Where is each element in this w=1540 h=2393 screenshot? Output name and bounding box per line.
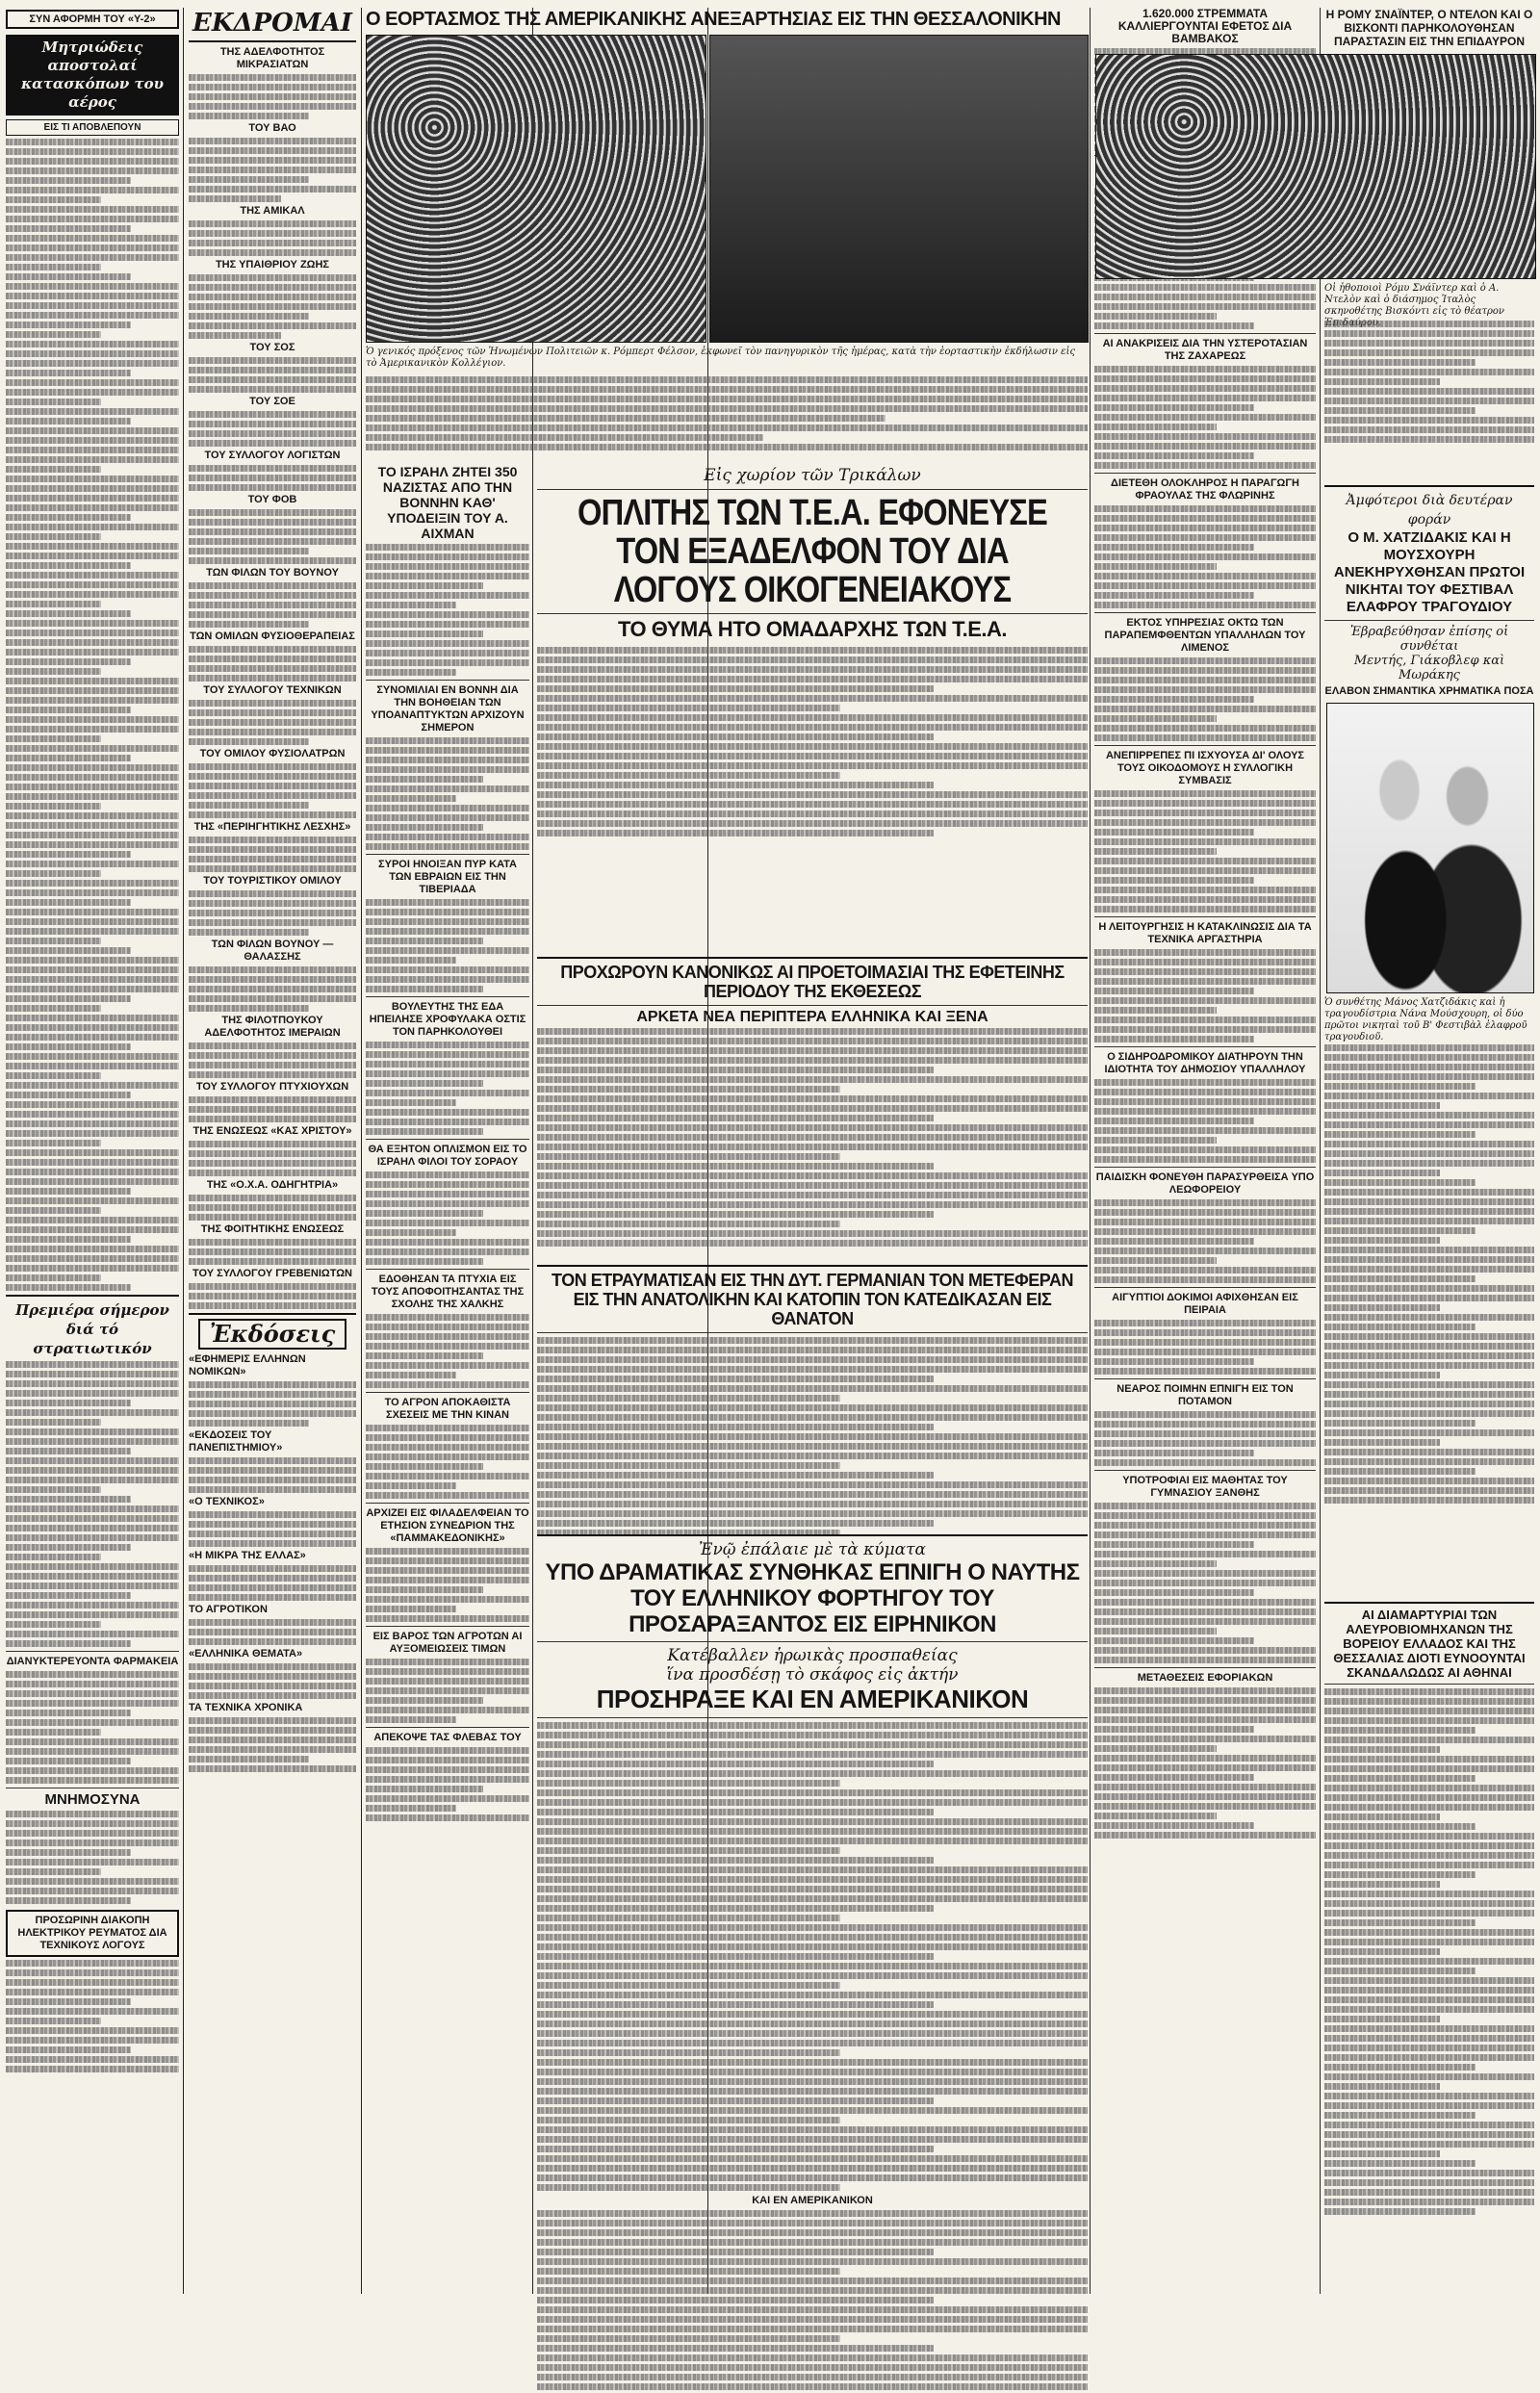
child-bus-headline: ΠΑΙΔΙΣΚΗ ΦΟΝΕΥΘΗ ΠΑΡΑΣΥΡΘΕΙΣΑ ΥΠΟ ΛΕΩΦΟΡΕΙΟΥ bbox=[1095, 1171, 1315, 1196]
festival-headline: Ο Μ. ΧΑΤΖΙΔΑΚΙΣ ΚΑΙ Η ΜΟΥΣΧΟΥΡΗ ΑΝΕΚΗΡΥΧΘΗΣΑΝ ΠΡΩΤΟΙ ΝΙΚΗΤΑΙ ΤΟΥ ΦΕΣΤΙΒΑΛ ΕΛΑΦΡΟΥ ΤΡΑΓΟΥΔΙΟΥ bbox=[1333, 529, 1526, 615]
shepherd-headline: ΝΕΑΡΟΣ ΠΟΙΜΗΝ ΕΠΝΙΓΗ ΕΙΣ ΤΟΝ ΠΟΤΑΜΟΝ bbox=[1116, 1383, 1294, 1407]
excursion-heading: ΤΗΣ ΥΠΑΙΘΡΙΟΥ ΖΩΗΣ bbox=[215, 259, 330, 270]
fair-headline: ΠΡΟΧΩΡΟΥΝ ΚΑΝΟΝΙΚΩΣ ΑΙ ΠΡΟΕΤΟΙΜΑΣΙΑΙ ΤΗΣ ΕΦΕΤΕΙΝΗΣ ΠΕΡΙΟΔΟΥ ΤΗΣ ΕΚΘΕΣΕΩΣ bbox=[560, 963, 1065, 1001]
article-body bbox=[6, 139, 179, 1291]
millers-story bbox=[1324, 1598, 1534, 2218]
excursion-heading: ΤΩΝ ΟΜΙΛΩΝ ΦΥΣΙΟΘΕΡΑΠΕΙΑΣ bbox=[190, 630, 355, 642]
eichmann-headline: ΤΟ ΙΣΡΑΗΛ ΖΗΤΕΙ 350 ΝΑΖΙΣΤΑΣ ΑΠΟ ΤΗΝ ΒΟΝΝΗΝ ΚΑΘ' ΥΠΟΔΕΙΞΙΝ ΤΟΥ Α. ΑΙΧΜΑΝ bbox=[377, 464, 518, 541]
builders-headline: ΑΝΕΠΙΡΡΕΠΕΣ ΠΙ ΙΣΧΥΟΥΣΑ ΔΙ' ΟΛΟΥΣ ΤΟΥΣ ΟΙΚΟΔΟΜΟΥΣ Η ΣΥΛΛΟΓΙΚΗ ΣΥΜΒΑΣΙΣ bbox=[1105, 750, 1305, 786]
workshops-headline: Η ΛΕΙΤΟΥΡΓΗΣΙΣ Η ΚΑΤΑΚΛΙΝΩΣΙΣ ΔΙΑ ΤΑ ΤΕΧΝΙΚΑ ΑΡΓΑΣΤΗΡΙΑ bbox=[1098, 921, 1312, 945]
publication-title: «ΕΛΛΗΝΙΚΑ ΘΕΜΑΤΑ» bbox=[189, 1648, 303, 1660]
publication-title: ΤΑ ΤΕΧΝΙΚΑ ΧΡΟΝΙΚΑ bbox=[189, 1702, 303, 1713]
egypt-cadets-headline: ΑΙΓΥΠΤΙΟΙ ΔΟΚΙΜΟΙ ΑΦΙΧΘΗΣΑΝ ΕΙΣ ΠΕΙΡΑΙΑ bbox=[1112, 1292, 1298, 1316]
publication-title: «Η ΜΙΚΡΑ ΤΗΣ ΕΛΛΑΣ» bbox=[189, 1550, 306, 1561]
trikala-headline: ΟΠΛΙΤΗΣ ΤΩΝ Τ.Ε.Α. ΕΦΟΝΕΥΣΕ ΤΟΝ ΕΞΑΔΕΛΦΟΝ ΤΟΥ ΔΙΑ ΛΟΓΟΥΣ ΟΙΚΟΓΕΝΕΙΑΚΟΥΣ bbox=[578, 493, 1047, 610]
thessaloniki-body bbox=[366, 373, 1088, 460]
israel-weapons-headline: ΘΑ ΕΞΗΤΟΝ ΟΠΛΙΣΜΟΝ ΕΙΣ ΤΟ ΙΣΡΑΗΛ ΦΙΛΟΙ ΤΟΥ ΣΟΡΑΟΥ bbox=[368, 1144, 527, 1168]
shipwreck-kicker-2: Κατέβαλλεν ἡρωικὰς προσπαθείας bbox=[667, 1646, 958, 1665]
port-staff-headline: ΕΚΤΟΣ ΥΠΗΡΕΣΙΑΣ ΟΚΤΩ ΤΩΝ ΠΑΡΑΠΕΜΦΘΕΝΤΩΝ ΥΠΑΛΛΗΛΩΝ ΤΟΥ ΛΙΜΕΝΟΣ bbox=[1104, 617, 1306, 654]
excursion-heading: ΤΟΥ ΣΥΛΛΟΓΟΥ ΠΤΥΧΙΟΥΧΩΝ bbox=[195, 1081, 349, 1093]
left-feature-subhead: ΕΙΣ ΤΙ ΑΠΟΒΛΕΠΟΥΝ bbox=[6, 119, 179, 136]
publications-list bbox=[189, 1353, 356, 1772]
germany-headline: ΤΟΝ ΕΤΡΑΥΜΑΤΙΣΑΝ ΕΙΣ ΤΗΝ ΔΥΤ. ΓΕΡΜΑΝΙΑΝ ΤΟΝ ΜΕΤΕΦΕΡΑΝ ΕΙΣ ΤΗΝ ΑΝΑΤΟΛΙΚΗΝ ΚΑΙ ΚΑΤΟΠΙΝ ΤΟΝ ΚΑΤΕΔΙΚΑΣΑΝ ΕΙΣ ΘΑΝΑΤΟΝ bbox=[552, 1271, 1073, 1328]
festival-body bbox=[1324, 1042, 1534, 1506]
trikala-subheadline: ΤΟ ΘΥΜΑ ΗΤΟ ΟΜΑΔΑΡΧΗΣ ΤΩΝ Τ.Ε.Α. bbox=[617, 617, 1008, 641]
pharmacies-heading: ΔΙΑΝΥΚΤΕΡΕΥΟΝΤΑ ΦΑΡΜΑΚΕΙΑ bbox=[6, 1656, 179, 1667]
excursion-heading: ΤΗΣ ΑΜΙΚΑΛ bbox=[240, 205, 305, 217]
news-column-3 bbox=[366, 464, 529, 2293]
festival-subheadline: ΕΛΑΒΟΝ ΣΗΜΑΝΤΙΚΑ ΧΡΗΜΑΤΙΚΑ ΠΟΣΑ bbox=[1324, 685, 1534, 697]
excursion-heading: ΤΟΥ ΤΟΥΡΙΣΤΙΚΟΥ ΟΜΙΛΟΥ bbox=[203, 875, 342, 887]
halki-school-headline: ΕΔΟΘΗΣΑΝ ΤΑ ΠΤΥΧΙΑ ΕΙΣ ΤΟΥΣ ΑΠΟΦΟΙΤΗΣΑΝΤΑΣ ΤΗΣ ΣΧΟΛΗΣ ΤΗΣ ΧΑΛΚΗΣ bbox=[371, 1274, 525, 1310]
excursion-heading: ΤΩΝ ΦΙΛΩΝ ΤΟΥ ΒΟΥΝΟΥ bbox=[206, 567, 339, 579]
article-body bbox=[6, 1361, 179, 1647]
tax-transfer-headline: ΜΕΤΑΘΕΣΕΙΣ ΕΦΟΡΙΑΚΩΝ bbox=[1137, 1672, 1273, 1684]
premiere-heading: Πρεμιέρα σήμερον διά τό στρατιωτικόν bbox=[15, 1301, 169, 1357]
festival-photo bbox=[1326, 703, 1534, 993]
excursion-heading: ΤΟΥ ΣΟΣ bbox=[249, 342, 295, 353]
fair-story bbox=[537, 953, 1088, 1249]
veins-headline: ΑΠΕΚΟΨΕ ΤΑΣ ΦΛΕΒΑΣ ΤΟΥ bbox=[373, 1732, 522, 1743]
thessaloniki-headline: Ο ΕΟΡΤΑΣΜΟΣ ΤΗΣ ΑΜΕΡΙΚΑΝΙΚΗΣ ΑΝΕΞΑΡΤΗΣΙΑΣ ΕΙΣ ΤΗΝ ΘΕΣΣΑΛΟΝΙΚΗΝ bbox=[366, 9, 1061, 30]
excursion-heading: ΤΗΣ «ΠΕΡΙΗΓΗΤΙΚΗΣ ΛΕΣΧΗΣ» bbox=[193, 821, 351, 833]
power-cut-notice: ΠΡΟΣΩΡΙΝΗ ΔΙΑΚΟΠΗ ΗΛΕΚΤΡΙΚΟΥ ΡΕΥΜΑΤΟΣ ΔΙΑ ΤΕΧΝΙΚΟΥΣ ΛΟΓΟΥΣ bbox=[6, 1910, 179, 1957]
festival-kicker-3: Μεντής, Γιάκοβλεφ καὶ Μωράκης bbox=[1353, 654, 1505, 682]
epidaurus-story bbox=[1324, 8, 1534, 48]
strawberry-headline: ΔΙΕΤΕΘΗ ΟΛΟΚΛΗΡΟΣ Η ΠΑΡΑΓΩΓΗ ΦΡΑΟΥΛΑΣ ΤΗΣ ΦΛΩΡΙΝΗΣ bbox=[1111, 477, 1299, 502]
memorials-heading: ΜΝΗΜΟΣΥΝΑ bbox=[44, 1791, 141, 1808]
thessaloniki-photo-2 bbox=[709, 35, 1089, 343]
cotton-headline: 1.620.000 ΣΤΡΕΜΜΑΤΑ ΚΑΛΛΙΕΡΓΟΥΝΤΑΙ ΕΦΕΤΟΣ ΔΙΑ ΒΑΜΒΑΚΟΣ bbox=[1117, 8, 1293, 45]
china-headline: ΤΟ ΑΓΡΟΝ ΑΠΟΚΑΘΙΣΤΑ ΣΧΕΣΕΙΣ ΜΕ ΤΗΝ ΚΙΝΑΝ bbox=[384, 1397, 511, 1421]
germany-story bbox=[537, 1261, 1088, 1539]
epidaurus-headline: Η ΡΟΜΥ ΣΝΑΪΝΤΕΡ, Ο ΝΤΕΛΟΝ ΚΑΙ Ο ΒΙΣΚΟΝΤΙ ΠΑΡΗΚΟΛΟΥΘΗΣΑΝ ΠΑΡΑΣΤΑΣΙΝ ΕΙΣ ΤΗΝ ΕΠΙΔΑΥΡΟΝ bbox=[1325, 8, 1533, 48]
excursion-heading: ΤΟΥ ΣΥΛΛΟΓΟΥ ΓΡΕΒΕΝΙΩΤΩΝ bbox=[192, 1268, 352, 1279]
excursion-heading: ΤΟΥ ΣΟΕ bbox=[249, 396, 295, 407]
trikala-kicker: Εἰς χωρίον τῶν Τρικάλων bbox=[704, 466, 921, 485]
shipwreck-kicker: Ἐνῷ ἐπάλαιε μὲ τὰ κύματα bbox=[698, 1540, 927, 1559]
article-body bbox=[6, 1811, 179, 1904]
epidaurus-body bbox=[1324, 318, 1534, 446]
left-column bbox=[6, 10, 179, 2293]
publication-title: «ΕΦΗΜΕΡΙΣ ΕΛΛΗΝΩΝ ΝΟΜΙΚΩΝ» bbox=[189, 1353, 306, 1377]
thessaloniki-photo bbox=[366, 35, 706, 343]
shipwreck-kicker-3: ἵνα προσδέσῃ τὸ σκάφος εἰς ἀκτήν bbox=[666, 1665, 959, 1685]
excursion-heading: ΤΗΣ ΕΝΩΣΕΩΣ «ΚΑΣ ΧΡΙΣΤΟΥ» bbox=[192, 1125, 352, 1137]
excursion-heading: ΤΗΣ «Ο.Χ.Α. ΟΔΗΓΗΤΡΙΑ» bbox=[206, 1179, 339, 1191]
farmers-headline: ΕΙΣ ΒΑΡΟΣ ΤΩΝ ΑΓΡΟΤΩΝ ΑΙ ΑΥΞΟΜΕΙΩΣΕΙΣ ΤΙΜΩΝ bbox=[372, 1631, 523, 1655]
thessaloniki-story bbox=[366, 8, 1088, 31]
excursions-list bbox=[189, 46, 356, 1309]
philadelphia-headline: ΑΡΧΙΖΕΙ ΕΙΣ ΦΙΛΑΔΕΛΦΕΙΑΝ ΤΟ ΕΤΗΣΙΟΝ ΣΥΝΕΔΡΙΟΝ ΤΗΣ «ΠΑΜΜΑΚΕΔΟΝΙΚΗΣ» bbox=[366, 1507, 529, 1544]
festival-kicker-2: Ἐβραβεύθησαν ἐπίσης οἱ συνθέται bbox=[1349, 625, 1509, 654]
excursion-heading: ΤΗΣ ΑΔΕΛΦΟΤΗΤΟΣ ΜΙΚΡΑΣΙΑΤΩΝ bbox=[219, 46, 325, 70]
bonn-headline: ΣΥΝΟΜΙΛΙΑΙ ΕΝ ΒΟΝΝΗ ΔΙΑ ΤΗΝ ΒΟΗΘΕΙΑΝ ΤΩΝ ΥΠΟΑΝΑΠΤΥΚΤΩΝ ΑΡΧΙΖΟΥΝ ΣΗΜΕΡΟΝ bbox=[371, 684, 525, 733]
news-column-6 bbox=[1094, 8, 1316, 2294]
left-feature-title: Μητριώδεις αποστολαί κατασκόπων του αέρος bbox=[6, 35, 179, 116]
trikala-story bbox=[537, 466, 1088, 839]
fair-subheadline: ΑΡΚΕΤΑ ΝΕΑ ΠΕΡΙΠΤΕΡΑ ΕΛΛΗΝΙΚΑ ΚΑΙ ΞΕΝΑ bbox=[636, 1009, 988, 1025]
tiberias-headline: ΣΥΡΟΙ ΗΝΟΙΞΑΝ ΠΥΡ ΚΑΤΑ ΤΩΝ ΕΒΡΑΙΩΝ ΕΙΣ ΤΗΝ ΤΙΒΕΡΙΑΔΑ bbox=[378, 859, 517, 895]
column-tag: ΣΥΝ ΑΦΟΡΜΗ ΤΟΥ «Υ-2» bbox=[6, 10, 179, 29]
epidaurus-photo bbox=[1095, 54, 1536, 279]
excursion-heading: ΤΟΥ ΣΥΛΛΟΓΟΥ ΤΕΧΝΙΚΩΝ bbox=[203, 684, 342, 696]
excursions-column bbox=[189, 10, 356, 2293]
excursion-heading: ΤΟΥ ΣΥΛΛΟΓΟΥ ΛΟΓΙΣΤΩΝ bbox=[204, 450, 341, 461]
sugar-headline: ΑΙ ΑΝΑΚΡΙΣΕΙΣ ΔΙΑ ΤΗΝ ΥΣΤΕΡΟΤΑΣΙΑΝ ΤΗΣ ΖΑΧΑΡΕΩΣ bbox=[1102, 338, 1308, 362]
excursion-heading: ΤΗΣ ΦΟΙΤΗΤΙΚΗΣ ΕΝΩΣΕΩΣ bbox=[200, 1223, 345, 1235]
publication-title: «ΕΚΔΟΣΕΙΣ ΤΟΥ ΠΑΝΕΠΙΣΤΗΜΙΟΥ» bbox=[189, 1429, 283, 1454]
excursion-heading: ΤΩΝ ΦΙΛΩΝ ΒΟΥΝΟΥ — ΘΑΛΑΣΣΗΣ bbox=[211, 939, 334, 963]
shipwreck-headline: ΥΠΟ ΔΡΑΜΑΤΙΚΑΣ ΣΥΝΘΗΚΑΣ ΕΠΝΙΓΗ Ο ΝΑΥΤΗΣ ΤΟΥ ΕΛΛΗΝΙΚΟΥ ΦΟΡΤΗΓΟΥ ΤΟΥ ΠΡΟΣΑΡΑΞΑΝΤΟΣ ΕΙΣ ΕΙΡΗΝΙΚΟΝ bbox=[545, 1559, 1080, 1637]
excursion-heading: ΤΗΣ ΦΙΛΟΤΠΟΥΚΟΥ ΑΔΕΛΦΟΤΗΤΟΣ ΙΜΕΡΑΙΩΝ bbox=[204, 1015, 341, 1039]
excursions-masthead: ΕΚΔΡΟΜΑΙ bbox=[192, 10, 352, 38]
excursion-heading: ΤΟΥ ΒΑΟ bbox=[248, 122, 296, 134]
millers-headline: ΑΙ ΔΙΑΜΑΡΤΥΡΙΑΙ ΤΩΝ ΑΛΕΥΡΟΒΙΟΜΗΧΑΝΩΝ ΤΗΣ ΒΟΡΕΙΟΥ ΕΛΛΑΔΟΣ ΚΑΙ ΤΗΣ ΘΕΣΣΑΛΙΑΣ ΔΙΟΤΙ ΕΥΝΟΟΥΝΤΑΙ ΣΚΑΝΔΑΛΩΔΩΣ ΑΙ ΑΘΗΝΑΙ bbox=[1333, 1608, 1526, 1680]
article-body bbox=[6, 1960, 179, 2072]
festival-caption: Ὁ συνθέτης Μάνος Χατζιδάκις καὶ ἡ τραγουδίστρια Νάνα Μούσχουρη, οἱ δύο πρῶτοι νικηταὶ τοῦ Β' Φεστιβὰλ ἐλαφροῦ τραγουδιοῦ. bbox=[1324, 997, 1527, 1042]
festival-story bbox=[1324, 481, 1534, 698]
scholarship-headline: ΥΠΟΤΡΟΦΙΑΙ ΕΙΣ ΜΑΘΗΤΑΣ ΤΟΥ ΓΥΜΝΑΣΙΟΥ ΞΑΝΘΗΣ bbox=[1122, 1475, 1288, 1499]
excursion-heading: ΤΟΥ ΦΟΒ bbox=[247, 494, 297, 505]
epidaurus-caption: Οἱ ἠθοποιοὶ Ρόμυ Σνάϊντερ καὶ ὁ Α. Ντελὸν καὶ ὁ διάσημος Ἰταλὸς σκηνοθέτης Βισκόντι εἰς τὸ θέατρον bbox=[1324, 283, 1504, 317]
festival-kicker: Ἀμφότεροι διὰ δευτέραν φοράν bbox=[1346, 493, 1513, 527]
eda-mp-headline: ΒΟΥΛΕΥΤΗΣ ΤΗΣ ΕΔΑ ΗΠΕΙΛΗΣΕ ΧΡΟΦΥΛΑΚΑ ΟΣΤΙΣ ΤΟΝ ΠΑΡΗΚΟΛΟΥΘΕΙ bbox=[369, 1001, 526, 1038]
railway-headline: Ο ΣΙΔΗΡΟΔΡΟΜΙΚΟΥ ΔΙΑΤΗΡΟΥΝ ΤΗΝ ΙΔΙΟΤΗΤΑ ΤΟΥ ΔΗΜΟΣΙΟΥ ΥΠΑΛΛΗΛΟΥ bbox=[1104, 1051, 1306, 1075]
thessaloniki-caption: Ὁ γενικός πρόξενος τῶν Ἡνωμένων Πολιτειῶν κ. Ρόμπερτ Φέλσον, ἐκφωνεῖ τὸν πανηγυρικὸν τῆς ἡμέρας, κατὰ τὴν ἑορταστικὴν ἐκδήλωσιν εἰς τὸ Ἀμερικανικὸν Κολλέγιον. bbox=[366, 347, 1076, 369]
publication-title: ΤΟ ΑΓΡΟΤΙΚΟΝ bbox=[189, 1604, 268, 1615]
american-ship-heading: ΚΑΙ ΕΝ ΑΜΕΡΙΚΑΝΙΚΟΝ bbox=[752, 2195, 873, 2206]
article-body bbox=[6, 1671, 179, 1784]
shipwreck-subheadline: ΠΡΟΣΗΡΑΞΕ ΚΑΙ ΕΝ ΑΜΕΡΙΚΑΝΙΚΟΝ bbox=[596, 1685, 1029, 1713]
publication-title: «Ο ΤΕΧΝΙΚΟΣ» bbox=[189, 1496, 265, 1507]
shipwreck-story bbox=[537, 1531, 1088, 2393]
excursion-heading: ΤΟΥ ΟΜΙΛΟΥ ΦΥΣΙΟΛΑΤΡΩΝ bbox=[199, 748, 346, 759]
publications-masthead: Ἐκδόσεις bbox=[198, 1319, 346, 1350]
